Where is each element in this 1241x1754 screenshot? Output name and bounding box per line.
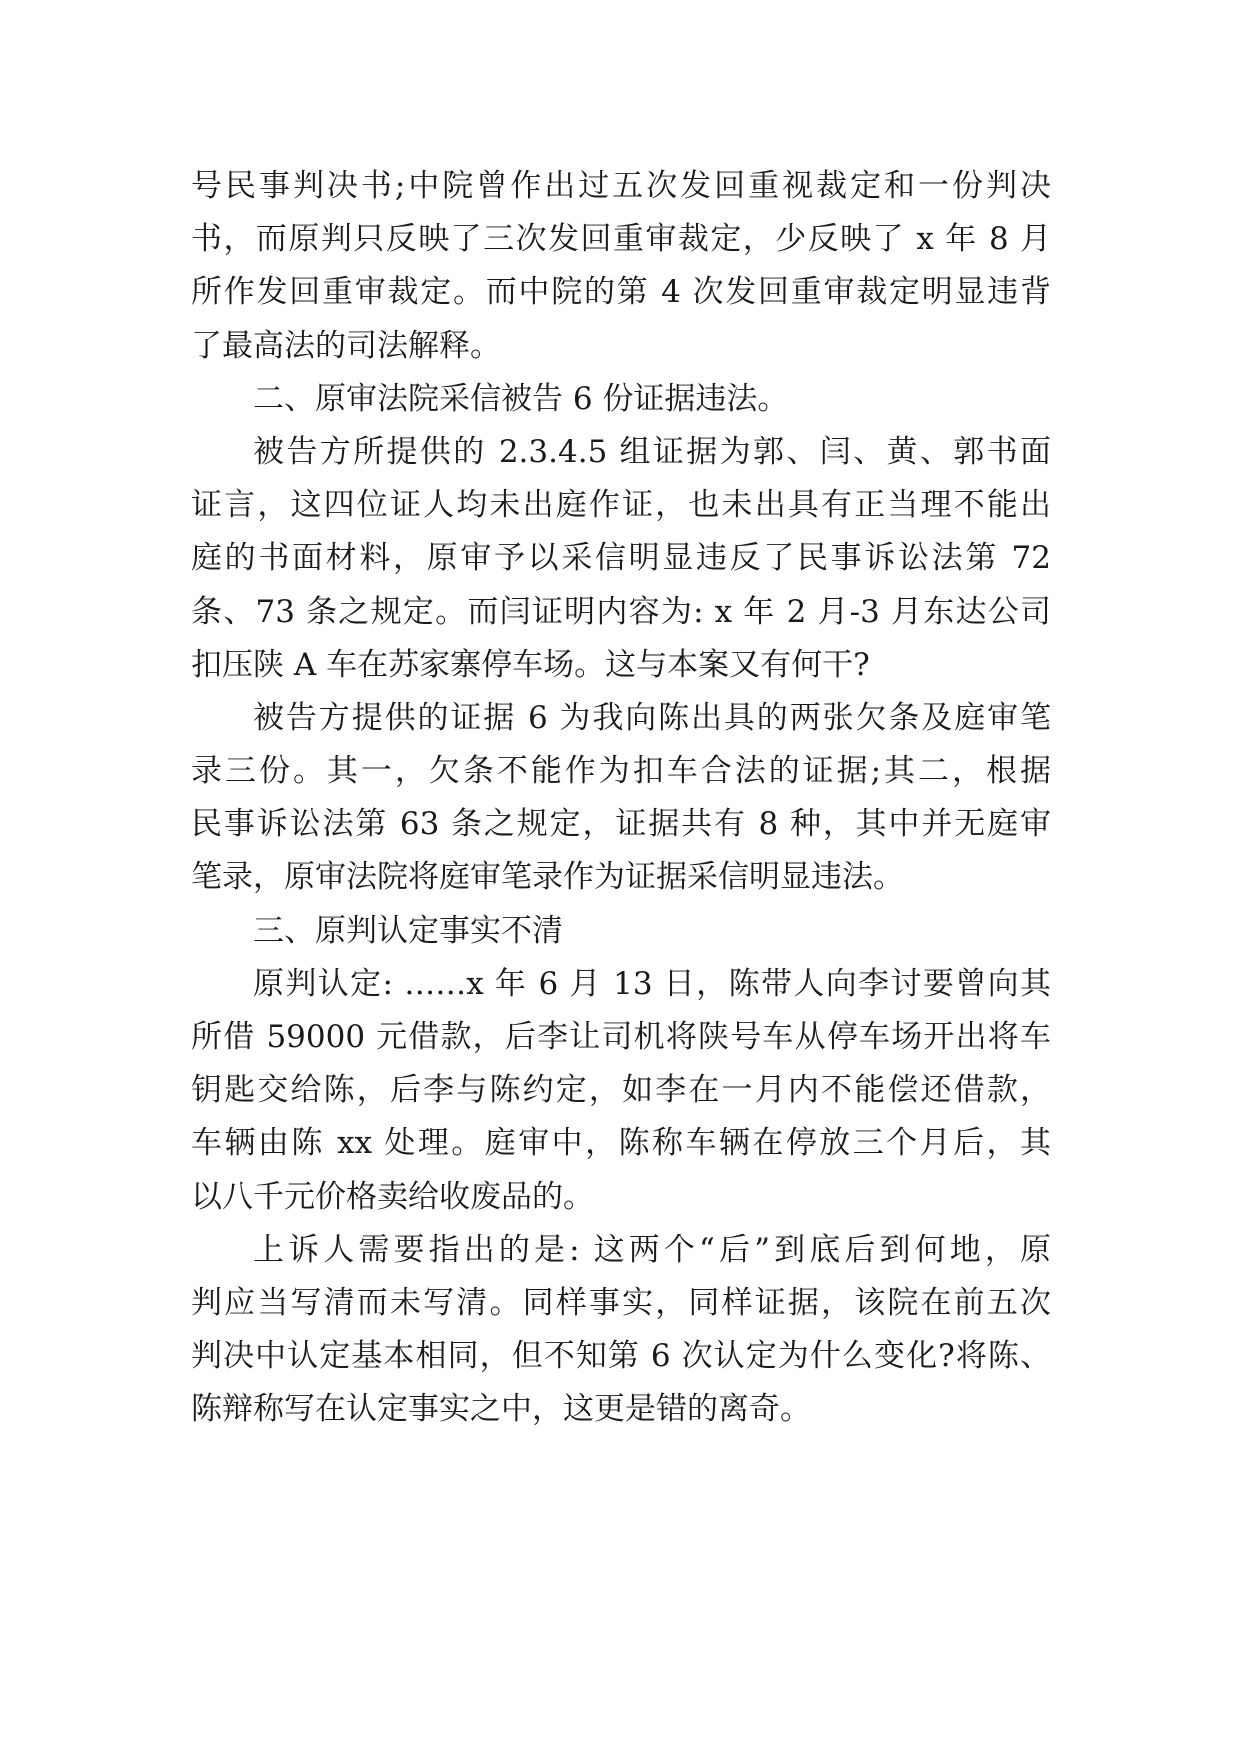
paragraph-p4 <box>191 692 1051 905</box>
text-line: 车辆由陈 xx 处理。庭审中，陈称车辆在停放三个月后，其 <box>191 1125 1051 1162</box>
text-line: 以八千元价格卖给收废品的。 <box>191 1178 594 1215</box>
text-line: 庭的书面材料，原审予以采信明显违反了民事诉讼法第 72 <box>191 540 1051 577</box>
text-line: 扣压陕 A 车在苏家寨停车场。这与本案又有何干? <box>191 646 870 683</box>
text-line: 判应当写清而未写清。同样事实，同样证据，该院在前五次 <box>191 1284 1051 1321</box>
text-line: 书，而原判只反映了三次发回重审裁定，少反映了 x 年 8 月 <box>191 221 1051 258</box>
paragraph-p6 <box>191 958 1051 1224</box>
text-line: 被告方所提供的 2.3.4.5 组证据为郭、闫、黄、郭书面 <box>253 433 1051 470</box>
text-line: 钥匙交给陈，后李与陈约定，如李在一月内不能偿还借款， <box>191 1072 1051 1109</box>
document-body <box>191 160 1051 1437</box>
text-line: 原判认定: ……x 年 6 月 13 日，陈带人向李讨要曾向其 <box>253 965 1051 1002</box>
text-line: 录三份。其一，欠条不能作为扣车合法的证据;其二，根据 <box>191 753 1051 790</box>
paragraph-p2 <box>191 373 1051 426</box>
text-line: 上诉人需要指出的是: 这两个“后”到底后到何地，原 <box>253 1231 1051 1268</box>
text-line: 所借 59000 元借款，后李让司机将陕号车从停车场开出将车 <box>191 1019 1051 1055</box>
paragraph-p5 <box>191 905 1051 958</box>
text-line: 判决中认定基本相同，但不知第 6 次认定为什么变化?将陈、 <box>191 1338 1051 1375</box>
text-line: 陈辩称写在认定事实之中，这更是错的离奇。 <box>191 1391 811 1428</box>
text-line: 证言，这四位证人均未出庭作证，也未出具有正当理不能出 <box>191 487 1051 524</box>
text-line: 被告方提供的证据 6 为我向陈出具的两张欠条及庭审笔 <box>253 699 1051 736</box>
text-line: 所作发回重审裁定。而中院的第 4 次发回重审裁定明显违背 <box>191 274 1051 311</box>
paragraph-p7 <box>191 1224 1051 1437</box>
text-line: 笔录，原审法院将庭审笔录作为证据采信明显违法。 <box>191 859 904 896</box>
paragraph-p3 <box>191 426 1051 692</box>
paragraph-p1 <box>191 160 1051 373</box>
text-line: 号民事判决书;中院曾作出过五次发回重视裁定和一份判决 <box>191 168 1051 204</box>
text-line: 条、73 条之规定。而闫证明内容为: x 年 2 月-3 月东达公司 <box>191 593 1051 630</box>
text-line: 民事诉讼法第 63 条之规定，证据共有 8 种，其中并无庭审 <box>191 806 1051 843</box>
text-line: 三、原判认定事实不清 <box>253 912 563 949</box>
text-line: 了最高法的司法解释。 <box>191 327 501 364</box>
text-line: 二、原审法院采信被告 6 份证据违法。 <box>253 380 789 417</box>
